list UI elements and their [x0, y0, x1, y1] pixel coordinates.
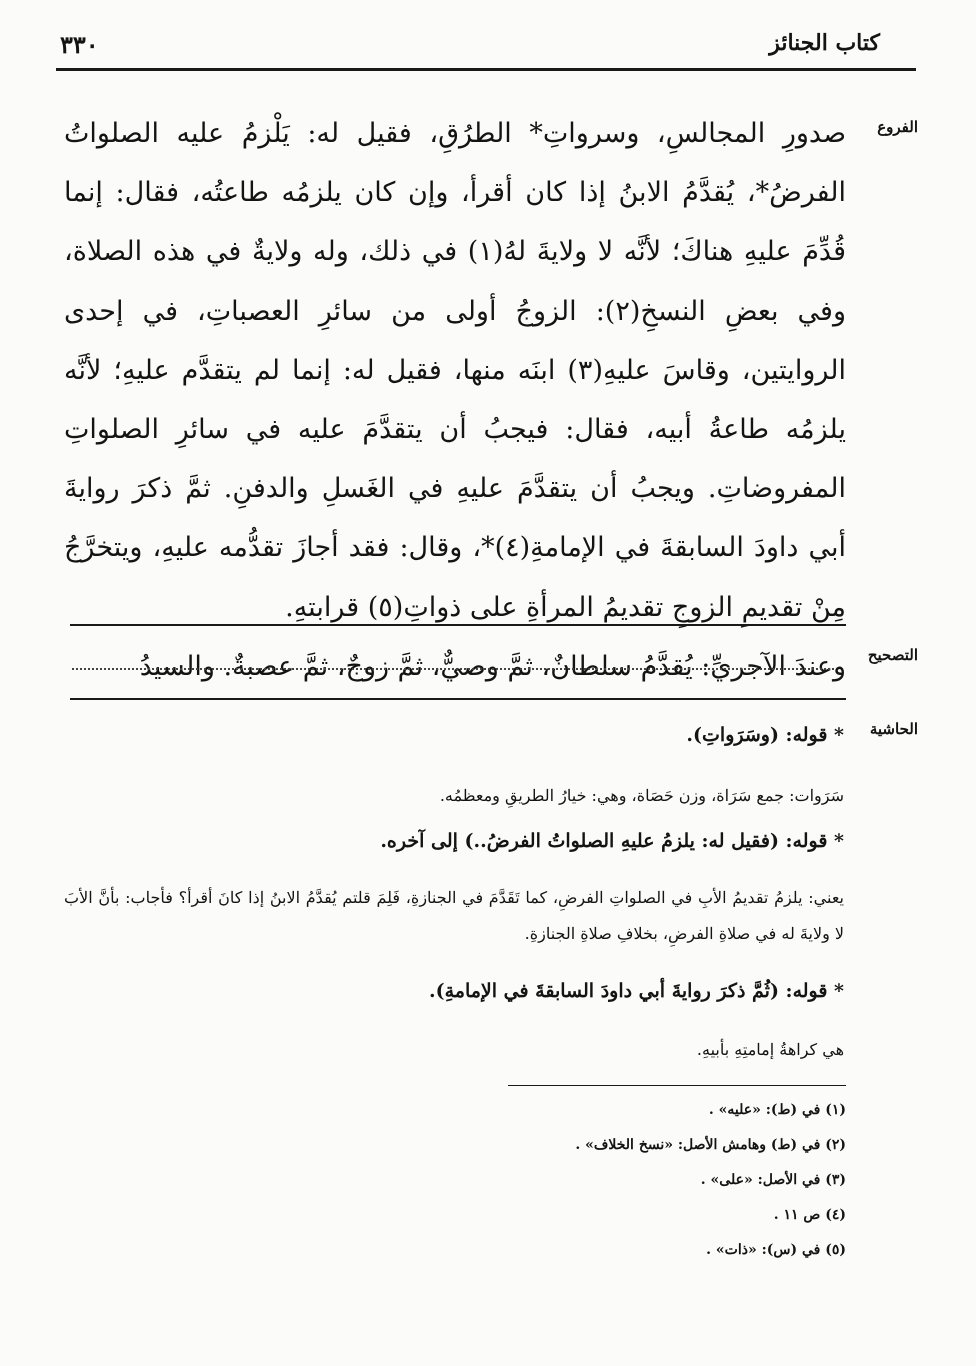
hashiya-gloss: هي كراهةُ إمامتِهِ بأبيهِ. [696, 1040, 844, 1059]
hashiya-quote: * قوله: (ثُمَّ ذكرَ روايةَ أبي داودَ السابقةَ في الإمامةِ). [428, 980, 844, 1002]
footnote: (١) في (ط): «عليه» . [708, 1102, 846, 1118]
footnote: (٣) في الأصل: «على» . [700, 1172, 846, 1188]
footnote: (٢) في (ط) وهامش الأصل: «نسخ الخلاف» . [575, 1137, 846, 1153]
footnote: (٤) ص ١١ . [773, 1207, 846, 1223]
header-rule [56, 68, 916, 71]
main-paragraph: صدورِ المجالسِ، وسرواتِ* الطرُقِ، فقيل له: يَلْزمُ عليه الصلواتُ الفرضُ*، يُقدَّمُ الابنُ إذا كان أقرأ، وإن كان يلزمُه طاعتُه، فقال: إنما قُدِّمَ عليهِ هناكَ؛ لأنَّه لا ولايةَ لهُ(١) في ذلك، وله ولايةٌ في هذه الصلاة، وفي بعضِ النسخِ(٢): الزوجُ أولى من سائرِ العصباتِ، في إحدى الروايتين، وقاسَ عليهِ(٣) ابنَه منها، فقيل له: إنما لم يتقدَّم عليهِ؛ لأنَّه يلزمُه طاعةُ أبيه، فقال: فيجبُ أن يتقدَّمَ عليه في سائرِ الصلواتِ المفروضاتِ. ويجبُ أن يتقدَّمَ عليهِ في الغَسلِ والدفنِ. ثمَّ ذكرَ روايةَ أبي داودَ السابقةَ في الإمامةِ(٤)*، وقال: فقد أجازَ تقدُّمه عليهِ، ويتخرَّجُ مِنْ تقديمِ الزوجِ تقديمُ المرأةِ على ذواتِ(٥) قرابتهِ. [64, 118, 846, 623]
hashiya-quote: * قوله: (وسَرَواتِ). [686, 724, 844, 746]
hashiya-gloss: سَرَوات: جمع سَرَاة، وزن حَصَاة، وهي: خيارُ الطريقِ ومعظمُه. [439, 786, 844, 805]
main-paragraph: وعندَ الآجريِّ: يُقدَّمُ سلطانٌ، ثمَّ وصيٌّ، ثمَّ زوجٌ، ثمَّ عصبةٌ. والسيدُ [139, 650, 846, 682]
footnote: (٥) في (س): «ذات» . [706, 1242, 846, 1258]
hashiya-gloss: يعني: يلزمُ تقديمُ الأبِ في الصلواتِ الفرضِ، كما تَقَدَّمَ في الجنازةِ، فَلِمَ قلتم يُقدَّمُ الابنُ إذا كانَ أقرأ؟ فأجاب: بأنَّ الأبَ لا ولايةَ له في صلاةِ الفرضِ، بخلافِ صلاةِ الجنازةِ. [64, 888, 844, 943]
side-label-tashih: التصحيح [867, 646, 918, 664]
side-label-furu: الفروع [877, 118, 918, 136]
side-label-hashiya: الحاشية [869, 720, 918, 738]
main-text [64, 104, 846, 696]
footnote-rule [508, 1085, 846, 1086]
correction-dotted-line [72, 648, 834, 670]
running-header-title: كتاب الجنائز [769, 30, 880, 56]
section-rule-top [70, 624, 846, 626]
page-number: ٣٣٠ [60, 30, 99, 59]
hashiya-quote: * قوله: (فقيل له: يلزمُ عليهِ الصلواتُ الفرضُ..) إلى آخره. [380, 830, 844, 852]
section-rule-bottom [70, 698, 846, 700]
